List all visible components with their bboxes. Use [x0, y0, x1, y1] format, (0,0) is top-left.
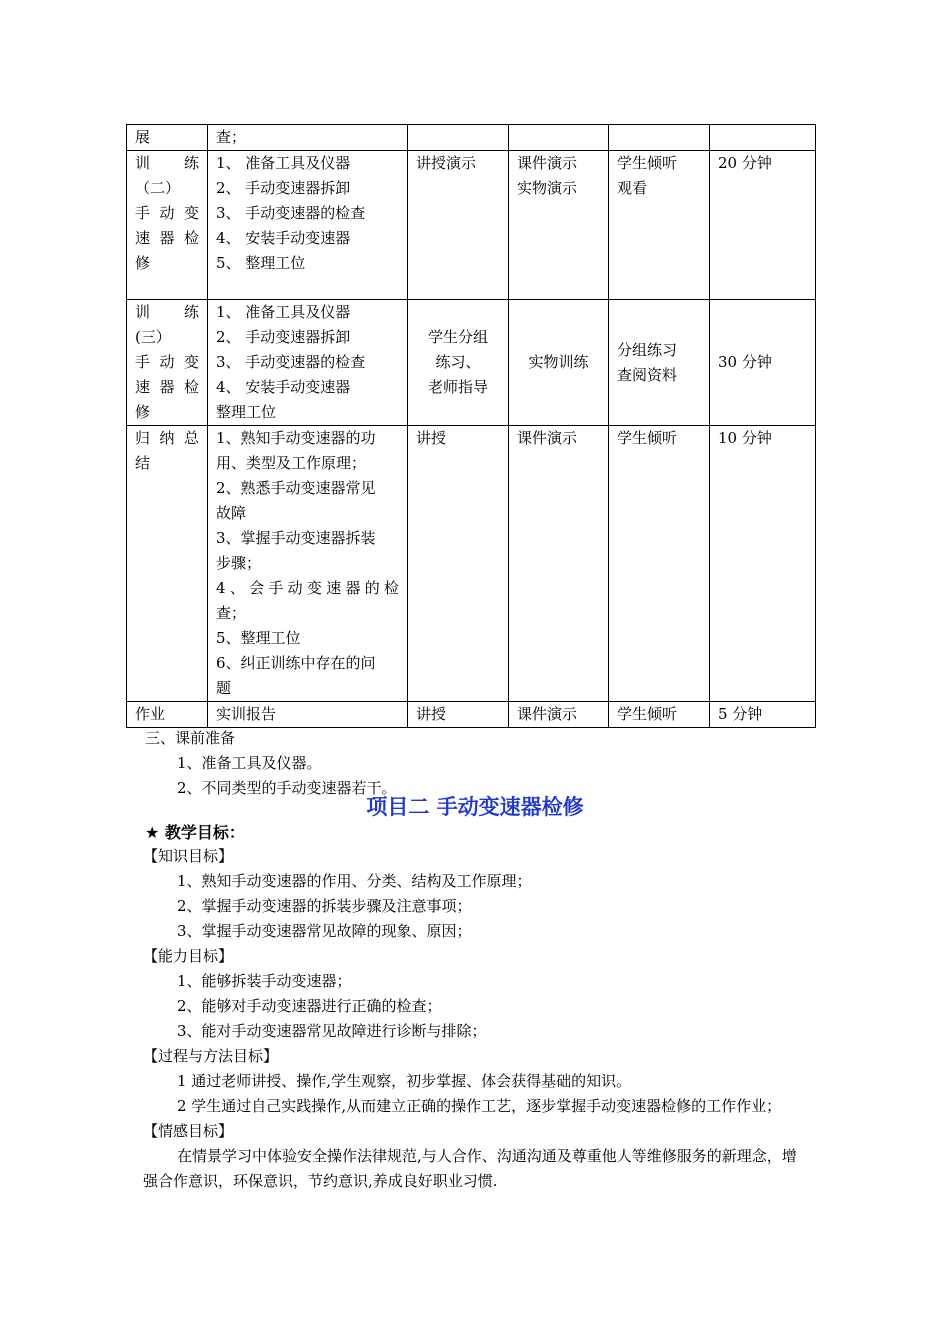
knowledge-label: 【知识目标】	[143, 847, 234, 865]
method-cell: 讲授	[408, 702, 509, 728]
method-cell: 讲授	[408, 426, 509, 702]
list-item: 1、能够拆装手动变速器；	[177, 972, 352, 990]
time-cell	[710, 125, 816, 151]
content-cell: 实训报告	[208, 702, 408, 728]
table-row	[127, 300, 816, 426]
method-cell: 讲授演示	[408, 151, 509, 300]
list-item: 2、掌握手动变速器的拆装步骤及注意事项；	[177, 897, 472, 915]
content-cell: 1、熟知手动变速器的功 用、类型及工作原理； 2、熟悉手动变速器常见 故障 3、掌握手动变速器拆装 步骤； 4、会手动变速器的检 查； 5、整理工位 6、纠正训练中存在的问 题	[208, 426, 408, 702]
stage-cell: 展	[127, 125, 208, 151]
stage-cell: 归纳总 结	[127, 426, 208, 702]
prep-item: 1、准备工具及仪器。	[177, 754, 322, 772]
activity-cell: 分组练习 查阅资料	[609, 300, 710, 426]
emotion-label: 【情感目标】	[143, 1122, 234, 1140]
time-cell: 30 分钟	[710, 300, 816, 426]
list-item: 1 通过老师讲授、操作,学生观察，初步掌握、体会获得基础的知识。	[177, 1072, 632, 1090]
stage-cell: 训 练 （二） 手动变 速器检 修	[127, 151, 208, 300]
method-cell: 学生分组 练习、 老师指导	[408, 300, 509, 426]
time-cell: 5 分钟	[710, 702, 816, 728]
activity-cell: 学生倾听	[609, 426, 710, 702]
list-item: 1、熟知手动变速器的作用、分类、结构及工作原理；	[177, 872, 532, 890]
stage-cell: 训 练 (三） 手动变 速器检 修	[127, 300, 208, 426]
means-cell	[509, 125, 609, 151]
prep-item: 2、不同类型的手动变速器若干。	[177, 779, 397, 797]
means-cell: 实物训练	[509, 300, 609, 426]
table-row	[127, 702, 816, 728]
list-item: 2、能够对手动变速器进行正确的检查；	[177, 997, 442, 1015]
means-cell: 课件演示	[509, 426, 609, 702]
time-cell: 20 分钟	[710, 151, 816, 300]
method-cell	[408, 125, 509, 151]
table-row	[127, 151, 816, 300]
project-title: 项目二 手动变速器检修	[366, 795, 584, 819]
activity-cell: 学生倾听	[609, 702, 710, 728]
means-cell: 课件演示 实物演示	[509, 151, 609, 300]
stage-cell: 作业	[127, 702, 208, 728]
goals-heading: ★ 教学目标：	[145, 823, 245, 842]
activity-cell	[609, 125, 710, 151]
list-item: 3、能对手动变速器常见故障进行诊断与排除；	[177, 1022, 487, 1040]
time-cell: 10 分钟	[710, 426, 816, 702]
list-item: 3、掌握手动变速器常见故障的现象、原因；	[177, 922, 472, 940]
content-cell: 查；	[208, 125, 408, 151]
table-row	[127, 426, 816, 702]
knowledge-goals	[143, 844, 808, 1194]
ability-label: 【能力目标】	[143, 947, 234, 965]
list-item: 2 学生通过自己实践操作,从而建立正确的操作工艺，逐步掌握手动变速器检修的工作作业；	[177, 1097, 782, 1115]
emotion-paragraph: 在情景学习中体验安全操作法律规范,与人合作、沟通沟通及尊重他人等维修服务的新理念，增强合作意识，环保意识，节约意识,养成良好职业习惯.	[143, 1147, 797, 1190]
content-cell: 1、 准备工具及仪器 2、 手动变速器拆卸 3、 手动变速器的检查 4、 安装手动变速器 5、 整理工位	[208, 151, 408, 300]
lesson-plan-table	[126, 124, 816, 728]
activity-cell: 学生倾听 观看	[609, 151, 710, 300]
table-row	[127, 125, 816, 151]
content-cell: 1、 准备工具及仪器 2、 手动变速器拆卸 3、 手动变速器的检查 4、 安装手动变速器 整理工位	[208, 300, 408, 426]
means-cell: 课件演示	[509, 702, 609, 728]
prep-heading: 三、课前准备	[145, 729, 236, 747]
process-label: 【过程与方法目标】	[143, 1047, 279, 1065]
